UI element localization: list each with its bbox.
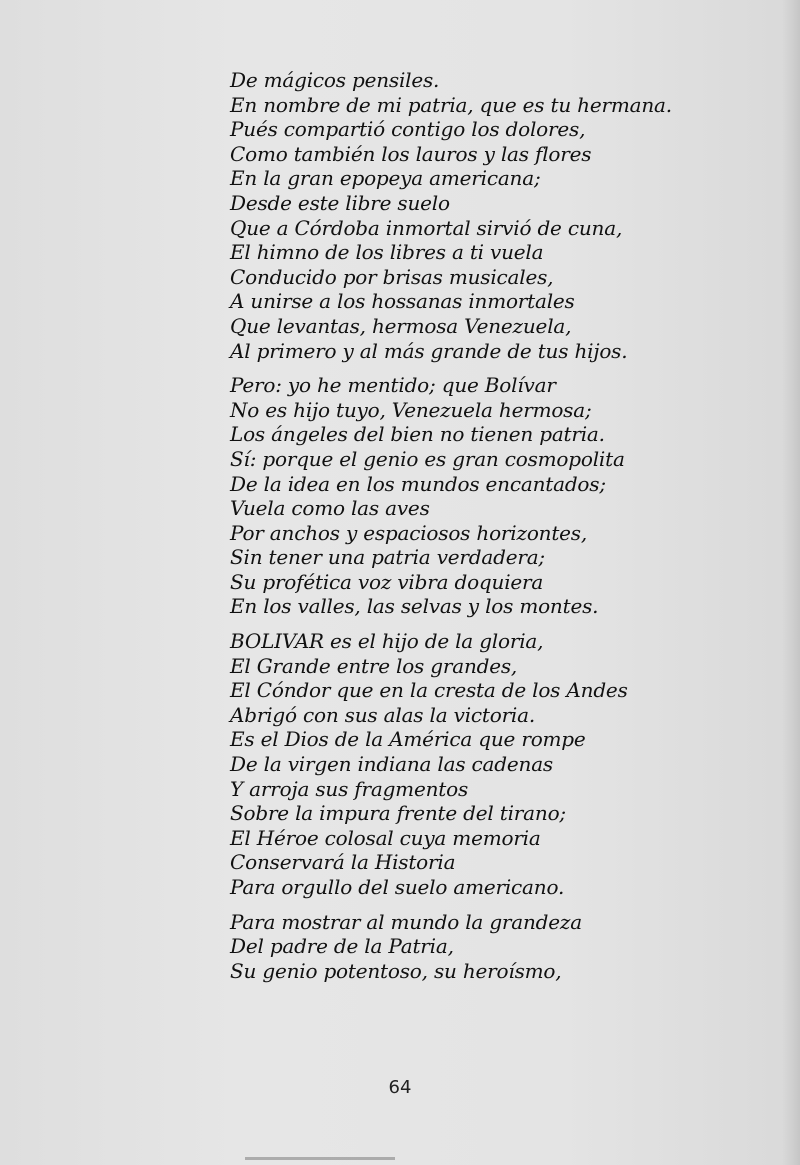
stanza-2 (230, 373, 650, 619)
scan-shadow (245, 1157, 395, 1160)
stanza-1 (230, 68, 672, 363)
poem-line: Que levantas, hermosa Venezuela, (230, 313, 572, 338)
poem-line: Abrigó con sus alas la victoria. (230, 702, 536, 727)
poem-line: Sobre la impura frente del tirano; (230, 801, 566, 826)
poem-line: De la idea en los mundos encantados; (230, 471, 606, 496)
stanza-3 (230, 629, 650, 900)
poem-line: Para mostrar al mundo la grandeza (230, 909, 582, 934)
poem-line: De la virgen indiana las cadenas (230, 752, 553, 777)
poem-line: Para orgullo del suelo americano. (230, 875, 565, 899)
poem-line: Sin tener una patria verdadera; (230, 545, 545, 570)
poem-line: BOLIVAR es el hijo de la gloria, (230, 629, 544, 654)
poem-line: Desde este libre suelo (230, 190, 450, 215)
poem-line: De mágicos pensiles. (230, 68, 440, 92)
page-number: 64 (388, 1077, 412, 1098)
poem-line: Como también los lauros y las flores (230, 141, 592, 166)
poem-line: En los valles, las selvas y los montes. (230, 594, 599, 619)
poem-line: Y arroja sus fragmentos (230, 776, 469, 801)
poem-line: Al primero y al más grande de tus hijos. (230, 338, 628, 363)
poem-line: Por anchos y espaciosos horizontes, (230, 520, 588, 545)
poem-line: Del padre de la Patria, (230, 934, 454, 959)
poem-line: A unirse a los hossanas inmortales (230, 289, 575, 314)
poem-line: El Grande entre los grandes, (230, 653, 518, 678)
poem-line: Su profética voz vibra doquiera (230, 569, 544, 594)
poem-line: Conservará la Historia (230, 850, 456, 875)
poem-line: Vuela como las aves (230, 496, 430, 521)
poem-line: Es el Dios de la América que rompe (230, 727, 586, 752)
poem-line: El Cóndor que en la cresta de los Andes (230, 678, 628, 703)
stanza-4 (230, 910, 650, 984)
poem-line: Pués compartió contigo los dolores, (230, 117, 586, 142)
poem-line: Sí: porque el genio es gran cosmopolita (230, 446, 625, 471)
poem-line: No es hijo tuyo, Venezuela hermosa; (230, 397, 592, 422)
poem-text (230, 68, 672, 993)
poem-line: Su genio potentoso, su heroísmo, (230, 958, 562, 983)
page-edge-shadow (782, 0, 800, 1165)
poem-line: Pero: yo he mentido; que Bolívar (230, 373, 556, 398)
poem-line: Los ángeles del bien no tienen patria. (230, 422, 605, 447)
poem-line: En nombre de mi patria, que es tu hermana. (230, 92, 672, 117)
poem-line: Conducido por brisas musicales, (230, 264, 554, 289)
poem-line: En la gran epopeya americana; (230, 166, 541, 191)
poem-line: El Héroe colosal cuya memoria (230, 825, 541, 850)
poem-line: El himno de los libres a ti vuela (230, 240, 544, 265)
poem-line: Que a Córdoba inmortal sirvió de cuna, (230, 215, 623, 240)
